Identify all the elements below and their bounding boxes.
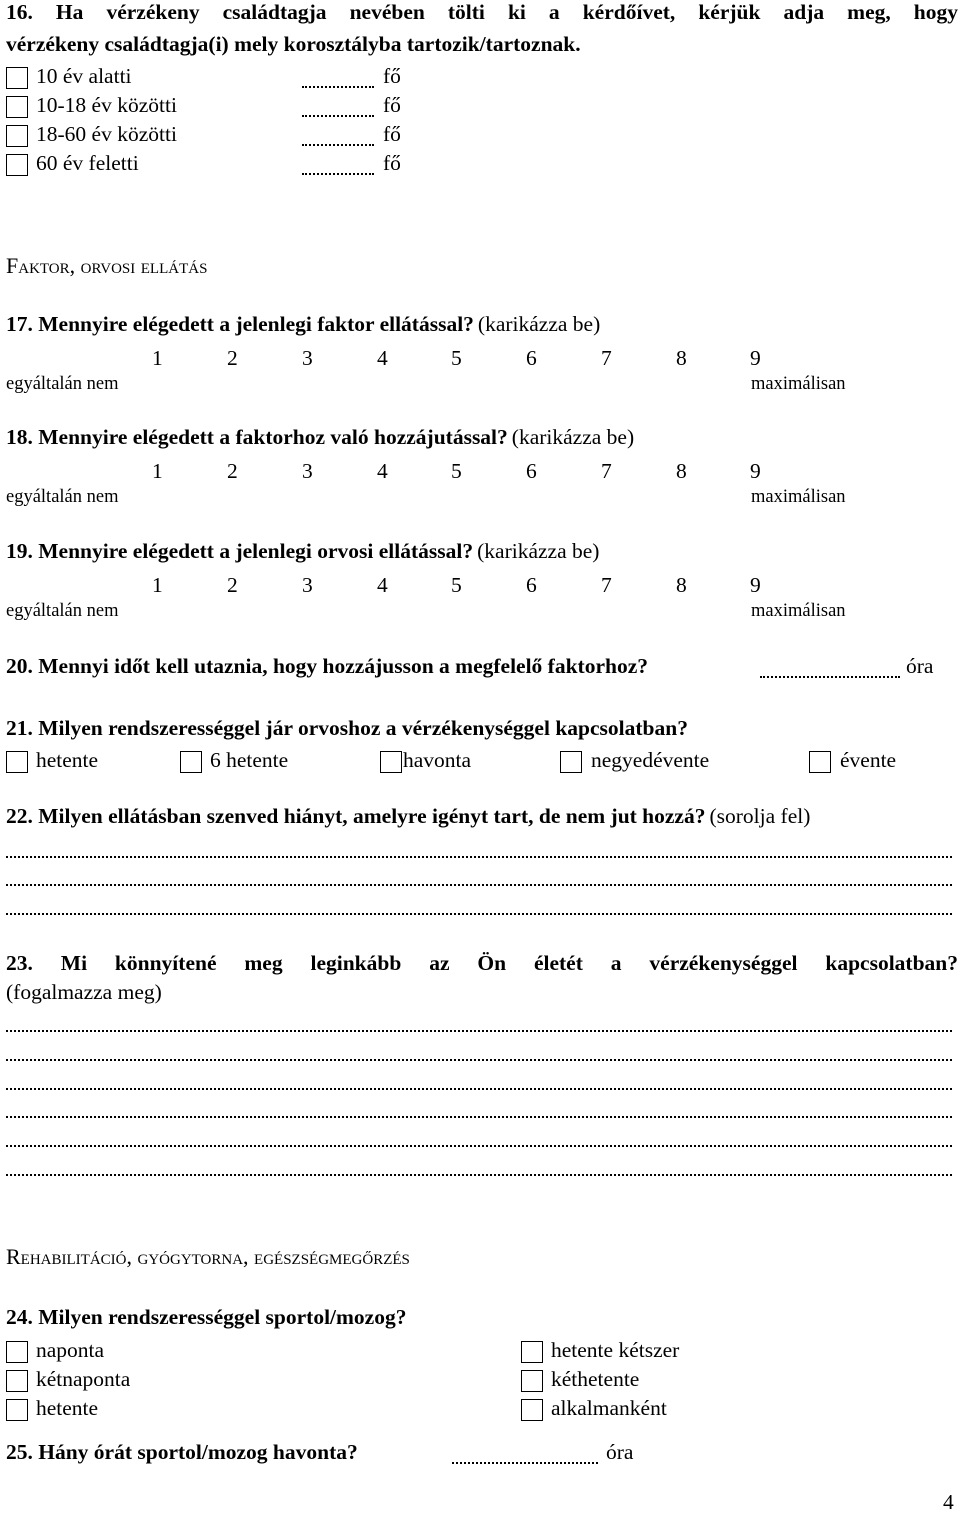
q24-checkbox-kethetente[interactable] (521, 1370, 543, 1392)
q24-option-label: alkalmanként (551, 1396, 667, 1420)
q21-checkbox-havonta[interactable] (380, 751, 402, 773)
q24-checkbox-hetente-ketszer[interactable] (521, 1341, 543, 1363)
q25-answer-line[interactable] (452, 1462, 598, 1464)
q23-note: (fogalmazza meg) (6, 980, 162, 1004)
q18-note: (karikázza be) (511, 425, 635, 449)
scale-number-6[interactable]: 6 (526, 346, 537, 370)
q20-answer-line[interactable] (760, 676, 900, 678)
q16-option-label: 10-18 év közötti (36, 93, 177, 117)
scale-high-label: maximálisan (751, 601, 846, 621)
q18-title: 18. Mennyire elégedett a faktorhoz való hozzájutással? (6, 425, 508, 449)
q23-title: 23. Mi könnyítené meg leginkább az Ön életét a vérzékenységgel kapcsolatban? (6, 951, 958, 975)
q20-unit: óra (906, 654, 934, 678)
q19-question (6, 539, 599, 564)
q25-title: 25. Hány órát sportol/mozog havonta? (6, 1440, 358, 1464)
q21-checkbox-negyedevente[interactable] (560, 751, 582, 773)
section-heading-rehabilitacio: Rehabilitáció, gyógytorna, egészségmegőrzés (6, 1244, 410, 1269)
q23-answer-line[interactable] (6, 1088, 952, 1090)
scale-number-3[interactable]: 3 (302, 573, 313, 597)
scale-number-4[interactable]: 4 (377, 573, 388, 597)
scale-number-8[interactable]: 8 (676, 346, 687, 370)
scale-number-6[interactable]: 6 (526, 459, 537, 483)
scale-number-5[interactable]: 5 (451, 573, 462, 597)
q18-question (6, 425, 634, 450)
scale-number-9[interactable]: 9 (750, 346, 761, 370)
scale-low-label: egyáltalán nem (6, 487, 119, 507)
q16-checkbox-1[interactable] (6, 67, 28, 89)
q22-title: 22. Milyen ellátásban szenved hiányt, amelyre igényt tart, de nem jut hozzá? (6, 804, 706, 828)
q21-title: 21. Milyen rendszerességgel jár orvoshoz a vérzékenységgel kapcsolatban? (6, 716, 688, 740)
q21-checkbox-evente[interactable] (809, 751, 831, 773)
q16-option-label: 18-60 év közötti (36, 122, 177, 146)
scale-number-2[interactable]: 2 (227, 459, 238, 483)
q17-question (6, 312, 600, 337)
q21-option-label: negyedévente (591, 748, 710, 772)
q16-option-label: 10 év alatti (36, 64, 132, 88)
scale-number-1[interactable]: 1 (152, 346, 163, 370)
q25-unit: óra (606, 1440, 634, 1464)
q16-title-line2: vérzékeny családtagja(i) mely korosztályba tartozik/tartoznak. (6, 32, 581, 56)
scale-high-label: maximálisan (751, 487, 846, 507)
q22-question (6, 804, 810, 829)
scale-number-9[interactable]: 9 (750, 573, 761, 597)
q16-title: 16. Ha vérzékeny családtagja nevében tölti ki a kérdőívet, kérjük adja meg, hogy (6, 0, 958, 24)
q22-answer-line[interactable] (6, 913, 952, 915)
scale-number-6[interactable]: 6 (526, 573, 537, 597)
q16-checkbox-4[interactable] (6, 154, 28, 176)
q21-option-label: hetente (36, 748, 99, 772)
q20-title: 20. Mennyi időt kell utaznia, hogy hozzájusson a megfelelő faktorhoz? (6, 654, 648, 678)
scale-number-1[interactable]: 1 (152, 459, 163, 483)
scale-number-8[interactable]: 8 (676, 459, 687, 483)
q16-unit: fő (383, 64, 401, 88)
q17-title: 17. Mennyire elégedett a jelenlegi faktor ellátással? (6, 312, 474, 336)
scale-number-8[interactable]: 8 (676, 573, 687, 597)
q24-option-label: kétnaponta (36, 1367, 131, 1391)
scale-number-7[interactable]: 7 (601, 459, 612, 483)
q24-title: 24. Milyen rendszerességgel sportol/mozog? (6, 1305, 407, 1329)
q24-option-label: kéthetente (551, 1367, 640, 1391)
q23-answer-line[interactable] (6, 1145, 952, 1147)
q21-checkbox-hetente[interactable] (6, 751, 28, 773)
scale-number-2[interactable]: 2 (227, 573, 238, 597)
section-heading-faktor: Faktor, orvosi ellátás (6, 253, 208, 278)
q24-option-label: hetente (36, 1396, 99, 1420)
q21-option-label: évente (840, 748, 897, 772)
q16-checkbox-3[interactable] (6, 125, 28, 147)
q23-answer-line[interactable] (6, 1174, 952, 1176)
q22-answer-line[interactable] (6, 856, 952, 858)
scale-high-label: maximálisan (751, 374, 846, 394)
q16-answer-line[interactable] (302, 173, 374, 175)
q21-checkbox-6-hetente[interactable] (180, 751, 202, 773)
scale-number-4[interactable]: 4 (377, 459, 388, 483)
scale-number-7[interactable]: 7 (601, 573, 612, 597)
q24-option-label: naponta (36, 1338, 105, 1362)
q22-note: (sorolja fel) (709, 804, 811, 828)
q16-unit: fő (383, 151, 401, 175)
q24-checkbox-naponta[interactable] (6, 1341, 28, 1363)
q16-answer-line[interactable] (302, 86, 374, 88)
q23-answer-line[interactable] (6, 1116, 952, 1118)
q24-checkbox-alkalmankent[interactable] (521, 1399, 543, 1421)
scale-number-1[interactable]: 1 (152, 573, 163, 597)
q23-answer-line[interactable] (6, 1059, 952, 1061)
q16-option-label: 60 év feletti (36, 151, 139, 175)
q21-option-label: 6 hetente (210, 748, 289, 772)
q22-answer-line[interactable] (6, 884, 952, 886)
q24-checkbox-hetente[interactable] (6, 1399, 28, 1421)
scale-number-3[interactable]: 3 (302, 459, 313, 483)
q16-answer-line[interactable] (302, 144, 374, 146)
q19-title: 19. Mennyire elégedett a jelenlegi orvosi ellátással? (6, 539, 474, 563)
scale-number-2[interactable]: 2 (227, 346, 238, 370)
scale-number-7[interactable]: 7 (601, 346, 612, 370)
q16-unit: fő (383, 93, 401, 117)
q24-option-label: hetente kétszer (551, 1338, 680, 1362)
q19-note: (karikázza be) (477, 539, 600, 563)
scale-number-5[interactable]: 5 (451, 459, 462, 483)
q23-answer-line[interactable] (6, 1030, 952, 1032)
scale-number-5[interactable]: 5 (451, 346, 462, 370)
q16-unit: fő (383, 122, 401, 146)
scale-number-9[interactable]: 9 (750, 459, 761, 483)
q24-checkbox-ketnaponta[interactable] (6, 1370, 28, 1392)
q17-note: (karikázza be) (477, 312, 601, 336)
scale-low-label: egyáltalán nem (6, 374, 119, 394)
q16-checkbox-2[interactable] (6, 96, 28, 118)
q16-answer-line[interactable] (302, 115, 374, 117)
scale-low-label: egyáltalán nem (6, 601, 119, 621)
scale-number-4[interactable]: 4 (377, 346, 388, 370)
page-number: 4 (943, 1490, 954, 1514)
scale-number-3[interactable]: 3 (302, 346, 313, 370)
q21-option-label: havonta (403, 748, 472, 772)
